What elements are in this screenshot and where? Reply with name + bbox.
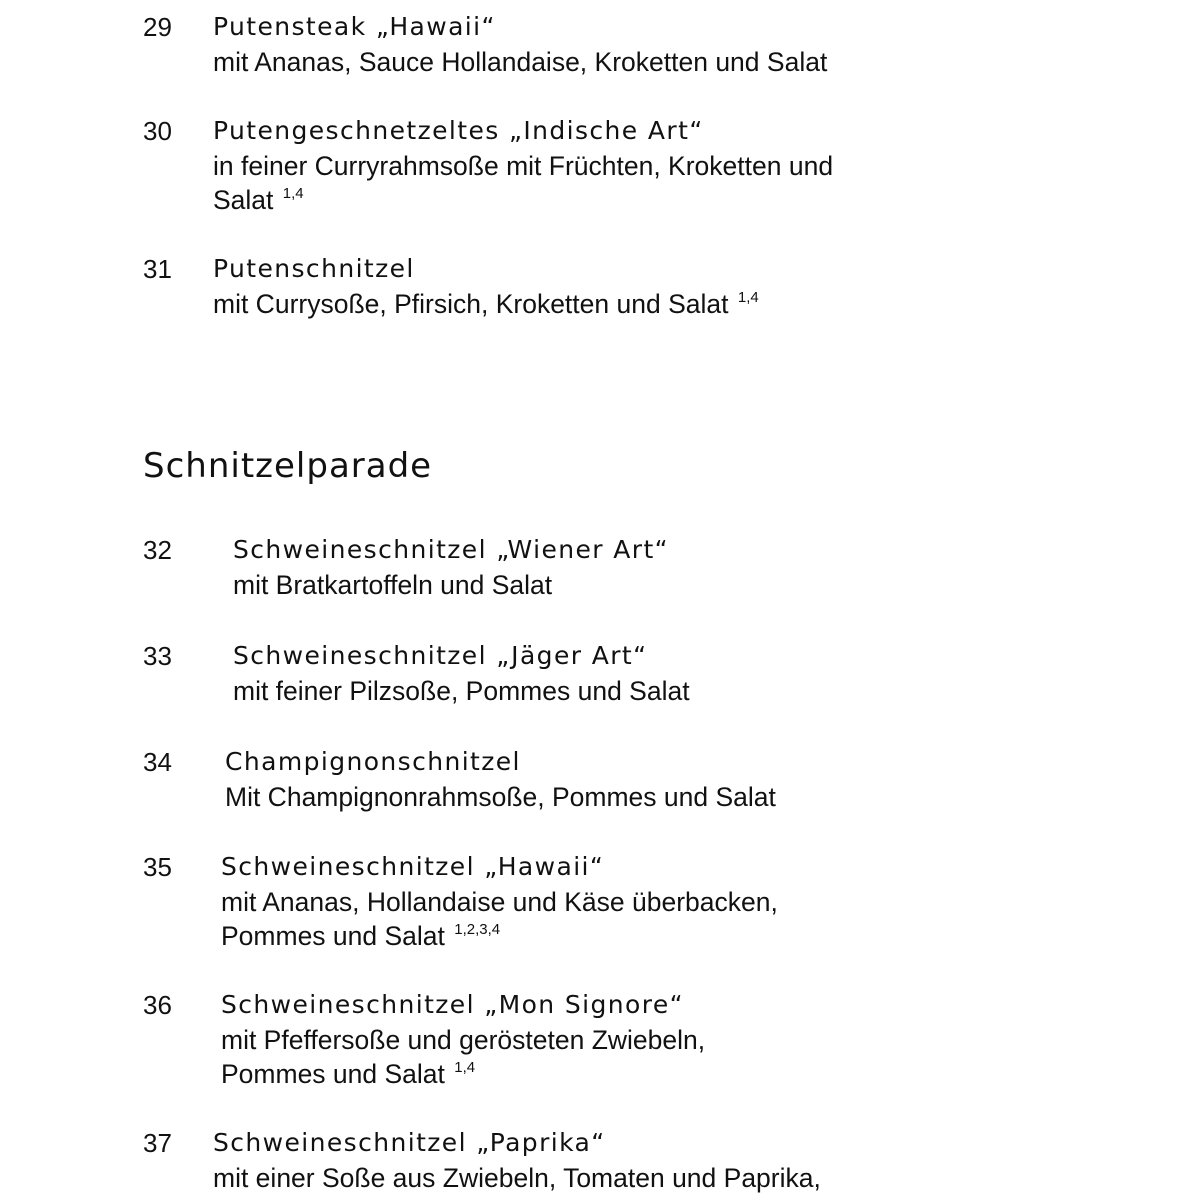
item-description-text: mit Currysoße, Pfirsich, Kroketten und Salat [213,288,729,319]
item-number: 30 [143,116,172,146]
item-number: 31 [143,254,172,284]
item-number: 34 [143,747,172,777]
allergen-codes: 1,4 [454,1059,476,1076]
item-description: mit Bratkartoffeln und Salat [233,569,553,600]
item-number: 37 [143,1128,172,1158]
item-name: Schweineschnitzel „Jäger Art“ [233,641,648,670]
item-description-text: Salat [213,185,274,215]
section-heading: Schnitzelparade [143,446,433,486]
item-name: Schweineschnitzel „Hawaii“ [221,852,605,881]
item-description: Mit Champignonrahmsoße, Pommes und Salat [225,781,776,812]
item-description: mit feiner Pilzsoße, Pommes und Salat [233,675,690,706]
item-name: Champignonschnitzel [225,747,521,776]
item-number: 35 [143,852,172,882]
item-number: 32 [143,535,172,565]
allergen-codes: 1,2,3,4 [454,921,501,938]
item-description-text: Pommes und Salat [221,1059,445,1089]
item-name: Schweineschnitzel „Mon Signore“ [221,990,684,1019]
item-name: Putengeschnetzeltes „Indische Art“ [213,116,704,145]
item-name: Schweineschnitzel „Wiener Art“ [233,535,670,564]
item-description: in feiner Curryrahmsoße mit Früchten, Kroketten und [213,150,834,181]
allergen-codes: 1,4 [737,288,759,306]
item-description-line-2 [221,919,778,954]
item-description [213,287,759,322]
item-description-line-2 [221,1057,705,1092]
item-description: mit Ananas, Hollandaise und Käse überbacken, [221,886,778,917]
item-description-text: Pommes und Salat [221,921,445,951]
item-number: 29 [143,12,172,42]
item-name: Putensteak „Hawaii“ [213,12,496,41]
item-name: Schweineschnitzel „Paprika“ [213,1128,606,1157]
item-description: mit Pfeffersoße und gerösteten Zwiebeln, [221,1024,706,1055]
item-description: mit einer Soße aus Zwiebeln, Tomaten und Paprika, [213,1162,821,1193]
item-description-line-2 [213,183,833,218]
item-name: Putenschnitzel [213,254,415,283]
item-number: 33 [143,641,172,671]
item-number: 36 [143,990,172,1020]
allergen-codes: 1,4 [282,185,304,202]
item-description: mit Ananas, Sauce Hollandaise, Kroketten und Salat [213,46,828,77]
